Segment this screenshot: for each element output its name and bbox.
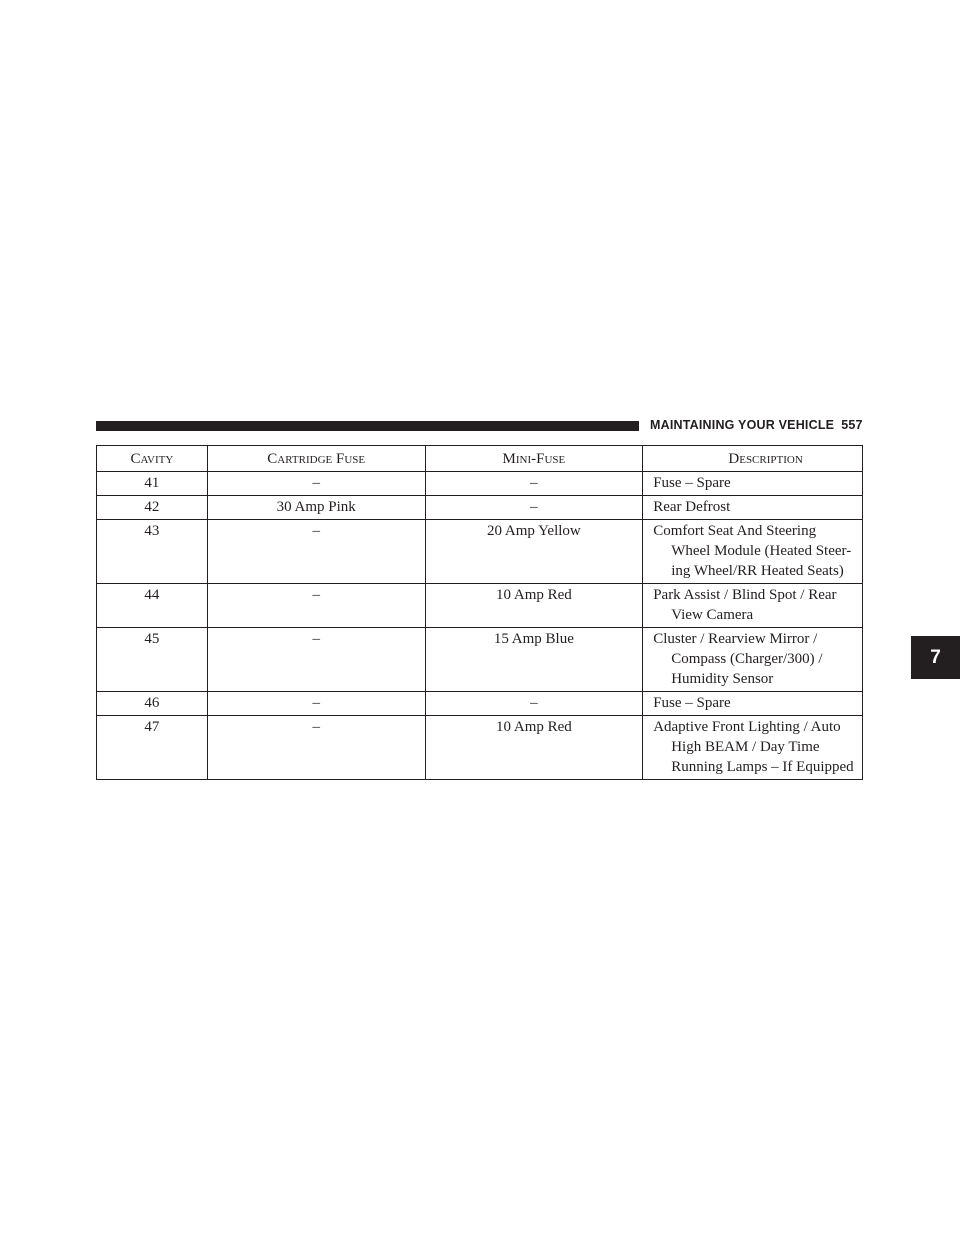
cavity-cell: 44 — [97, 584, 208, 628]
page-number: 557 — [841, 418, 863, 432]
description-text: Park Assist / Blind Spot / Rear View Camera — [653, 587, 837, 623]
mini-fuse-cell: 10 Amp Red — [425, 584, 643, 628]
column-header-cavity: Cavity — [97, 446, 208, 472]
table-row — [97, 584, 863, 628]
cartridge-fuse-cell: – — [207, 716, 425, 780]
cartridge-fuse-cell: – — [207, 584, 425, 628]
cavity-cell: 46 — [97, 692, 208, 716]
table-header-row — [97, 446, 863, 472]
fuse-table — [96, 445, 863, 780]
table-row — [97, 520, 863, 584]
cavity-cell: 47 — [97, 716, 208, 780]
cartridge-fuse-cell: – — [207, 520, 425, 584]
description-cell — [643, 692, 863, 716]
mini-fuse-cell: 20 Amp Yellow — [425, 520, 643, 584]
description-cell — [643, 472, 863, 496]
description-cell — [643, 628, 863, 692]
cavity-cell: 45 — [97, 628, 208, 692]
mini-fuse-cell: – — [425, 692, 643, 716]
cavity-cell: 42 — [97, 496, 208, 520]
cartridge-fuse-cell: – — [207, 472, 425, 496]
section-title: MAINTAINING YOUR VEHICLE — [650, 418, 835, 432]
cavity-cell: 41 — [97, 472, 208, 496]
description-text: Cluster / Rearview Mirror / Compass (Charger/300) / Humidity Sensor — [653, 631, 823, 687]
cartridge-fuse-cell: – — [207, 692, 425, 716]
table-row — [97, 716, 863, 780]
description-cell — [643, 716, 863, 780]
cartridge-fuse-cell: 30 Amp Pink — [207, 496, 425, 520]
description-text: Comfort Seat And Steering Wheel Module (Heated Steer-ing Wheel/RR Heated Seats) — [653, 523, 852, 579]
table-row — [97, 692, 863, 716]
table-row — [97, 472, 863, 496]
table-row — [97, 628, 863, 692]
description-text: Rear Defrost — [653, 499, 731, 515]
header-rule — [96, 421, 639, 431]
description-cell — [643, 520, 863, 584]
chapter-tab: 7 — [911, 636, 960, 679]
mini-fuse-cell: – — [425, 472, 643, 496]
cavity-cell: 43 — [97, 520, 208, 584]
column-header-description: Description — [643, 446, 863, 472]
description-text: Adaptive Front Lighting / Auto High BEAM / Day Time Running Lamps – If Equipped — [653, 719, 854, 775]
description-text: Fuse – Spare — [653, 475, 731, 491]
column-header-mini-fuse: Mini-Fuse — [425, 446, 643, 472]
mini-fuse-cell: – — [425, 496, 643, 520]
description-text: Fuse – Spare — [653, 695, 731, 711]
mini-fuse-cell: 10 Amp Red — [425, 716, 643, 780]
description-cell — [643, 584, 863, 628]
table-row — [97, 496, 863, 520]
mini-fuse-cell: 15 Amp Blue — [425, 628, 643, 692]
description-cell — [643, 496, 863, 520]
running-header — [650, 418, 863, 432]
column-header-cartridge-fuse: Cartridge Fuse — [207, 446, 425, 472]
cartridge-fuse-cell: – — [207, 628, 425, 692]
